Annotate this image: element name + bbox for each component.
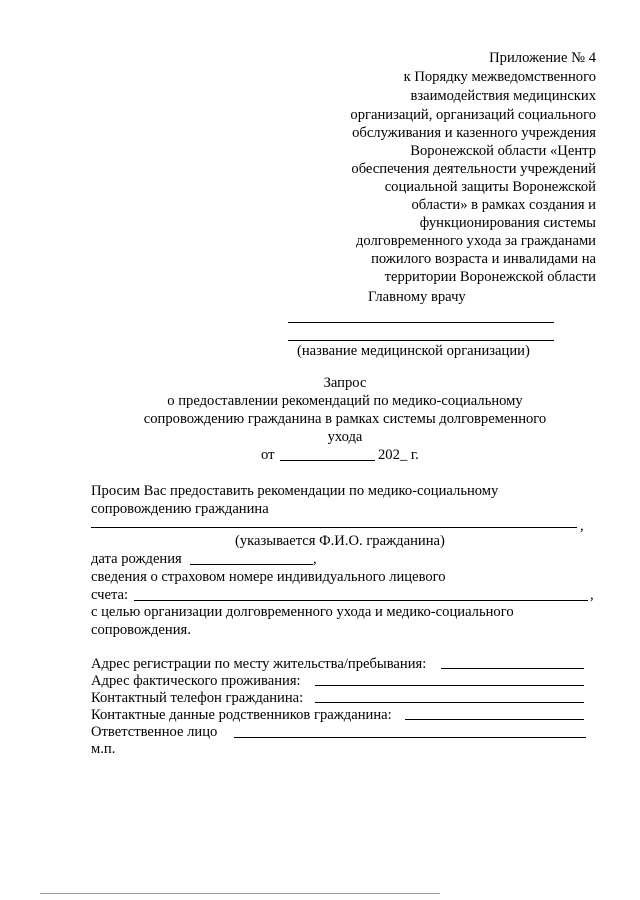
org-name-line-1 [288,322,554,323]
appendix-line: Воронежской области «Центр [410,143,596,159]
responsible-label: Ответственное лицо [91,724,218,740]
request-title: Запрос [323,375,367,391]
snils-line-2: счета: [91,587,129,603]
phone-label: Контактный телефон гражданина: [91,690,304,706]
date-prefix: от [261,447,275,463]
intro-line-1: Просим Вас предоставить рекомендации по медико-социальному [91,483,499,499]
citizen-name-comma: , [580,518,584,534]
snils-blank [134,600,588,601]
appendix-line: территории Воронежской области [384,269,596,285]
relatives-label: Контактные данные родственников гражданина: [91,707,392,723]
reg-address-blank [441,668,584,669]
reg-address-label: Адрес регистрации по месту жительства/пребывания: [91,656,427,672]
request-subtitle-line: ухода [327,429,363,445]
purpose-line-2: сопровождения. [91,622,191,638]
org-name-caption: (название медицинской организации) [297,343,530,359]
appendix-line: Приложение № 4 [489,50,596,66]
appendix-line: пожилого возраста и инвалидами на [371,251,596,267]
relatives-blank [405,719,584,720]
date-blank [280,460,375,461]
appendix-line: к Порядку межведомственного [403,69,596,85]
request-subtitle-line: сопровождению гражданина в рамках системы долговременного [143,411,547,427]
birth-date-comma: , [313,551,317,567]
responsible-blank [234,737,586,738]
purpose-line-1: с целью организации долговременного ухода и медико-социального [91,604,514,620]
phone-blank [315,702,584,703]
appendix-line: организаций, организаций социального [350,107,596,123]
scan-bottom-edge [40,893,440,894]
appendix-line: обслуживания и казенного учреждения [352,125,596,141]
appendix-line: социальной защиты Воронежской [384,179,596,195]
citizen-name-blank [91,527,577,528]
request-subtitle-line: о предоставлении рекомендаций по медико-социальному [167,393,523,409]
citizen-name-caption: (указывается Ф.И.О. гражданина) [235,533,445,549]
org-name-line-2 [288,340,554,341]
intro-line-2: сопровождению гражданина [91,501,269,517]
appendix-line: обеспечения деятельности учреждений [351,161,596,177]
appendix-line: функционирования системы [419,215,596,231]
snils-line-1: сведения о страховом номере индивидуального лицевого [91,569,446,585]
appendix-line: области» в рамках создания и [411,197,596,213]
appendix-line: взаимодействия медицинских [410,88,596,104]
birth-date-label: дата рождения [91,551,182,567]
stamp-label: м.п. [91,741,116,757]
birth-date-blank [190,564,313,565]
actual-address-blank [315,685,584,686]
addressee-title: Главному врачу [368,289,466,305]
snils-comma: , [590,587,594,603]
appendix-line: долговременного ухода за гражданами [355,233,596,249]
date-suffix: 202_ г. [378,447,419,463]
actual-address-label: Адрес фактического проживания: [91,673,301,689]
